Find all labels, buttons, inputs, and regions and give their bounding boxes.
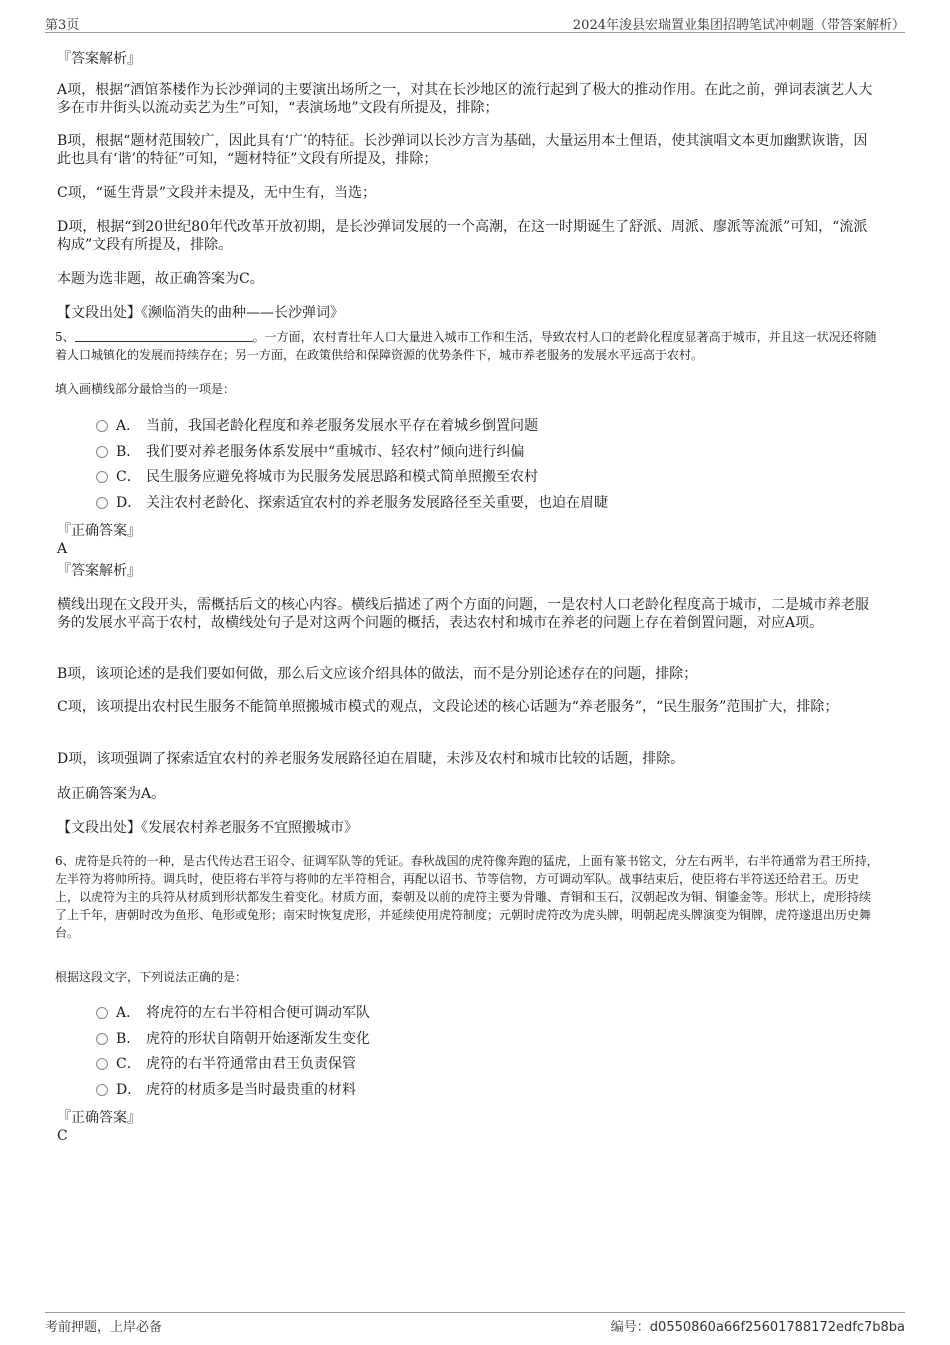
radio-button[interactable] (96, 1007, 108, 1019)
option-letter: C． (116, 469, 141, 485)
q5-correct-answer: A (57, 541, 68, 557)
q5-analysis-c: C项，该项提出农村民生服务不能简单照搬城市模式的观点，文段论述的核心话题为“养老服务”，“民生服务”范围扩大，排除； (57, 699, 839, 715)
radio-button[interactable] (96, 446, 108, 458)
q5-analysis-main: 横线出现在文段开头，需概括后文的核心内容。横线后描述了两个方面的问题，一是农村人口老龄化程度高于城市，二是城市养老服务的发展水平高于农村，故横线处句子是对这两个问题的概括，表达农村和城市在养老的问题上存在着倒置问题，对应A项。 (57, 597, 869, 631)
q4-analysis-title: 『答案解析』 (57, 51, 141, 67)
q4-conclusion: 本题为选非题，故正确答案为C。 (57, 271, 264, 287)
radio-button[interactable] (96, 1033, 108, 1045)
option-text: 当前，我国老龄化程度和养老服务发展水平存在着城乡倒置问题 (146, 418, 538, 434)
q6-correct-title: 『正确答案』 (57, 1110, 141, 1126)
q6-option-b[interactable] (96, 1030, 370, 1048)
fill-blank-line (75, 329, 253, 342)
document-id (611, 1316, 905, 1335)
document-id-value: d0550860a66f25601788172edfc7b8ba (649, 1320, 905, 1335)
q5-stem (55, 328, 880, 364)
q6-option-c[interactable] (96, 1055, 356, 1073)
q5-stem-text: 。一方面，农村青壮年人口大量进入城市工作和生活，导致农村人口的老龄化程度显著高于城市，并且这一状况还将随着人口城镇化的发展而持续存在；另一方面，在政策供给和保障资源的优势条件下，城市养老服务的发展水平远高于农村。 (55, 330, 877, 362)
q4-analysis-b: B项，根据“题材范围较广，因此具有‘广’的特征。长沙弹词以长沙方言为基础，大量运用本土俚语，使其演唱文本更加幽默诙谐，因此也具有‘谐’的特征”可知，“题材特征”文段有所提及，排除； (57, 133, 868, 167)
option-text: 虎符的右半符通常由君王负责保管 (146, 1056, 356, 1072)
option-letter: D． (116, 495, 142, 511)
q6-prompt: 根据这段文字，下列说法正确的是： (55, 970, 248, 984)
q5-analysis-d: D项，该项强调了探索适宜农村的养老服务发展路径迫在眉睫，未涉及农村和城市比较的话题，排除。 (57, 751, 685, 767)
page-number: 第3页 (45, 18, 80, 33)
radio-button[interactable] (96, 420, 108, 432)
q5-conclusion: 故正确答案为A。 (57, 786, 166, 802)
radio-button[interactable] (96, 1084, 108, 1096)
document-title: 2024年浚县宏瑞置业集团招聘笔试冲刺题（带答案解析） (572, 18, 905, 33)
q4-analysis-d: D项，根据“到20世纪80年代改革开放初期，是长沙弹词发展的一个高潮，在这一时期诞生了舒派、周派、廖派等流派”可知，“流派构成”文段有所提及，排除。 (57, 219, 868, 253)
q5-option-c[interactable] (96, 468, 538, 486)
option-letter: A． (116, 1005, 141, 1021)
option-text: 关注农村老龄化、探索适宜农村的养老服务发展路径至关重要，也迫在眉睫 (146, 495, 608, 511)
option-letter: D． (116, 1082, 142, 1098)
q5-analysis-title: 『答案解析』 (57, 563, 141, 579)
option-text: 民生服务应避免将城市为民服务发展思路和模式简单照搬至农村 (146, 469, 538, 485)
q4-source: 【文段出处】《濒临消失的曲种——长沙弹词》 (57, 305, 344, 321)
q5-correct-title: 『正确答案』 (57, 523, 141, 539)
q5-number: 5、 (55, 330, 75, 344)
q5-option-a[interactable] (96, 417, 538, 435)
q6-option-a[interactable] (96, 1004, 370, 1022)
option-letter: A． (116, 418, 141, 434)
option-letter: B． (116, 1031, 141, 1047)
option-letter: B． (116, 444, 141, 460)
page-header (45, 10, 905, 33)
q6-stem: 6、虎符是兵符的一种，是古代传达君王诏令、征调军队等的凭证。春秋战国的虎符像奔跑的猛虎，上面有篆书铭文，分左右两半，右半符通常为君王所持，左半符为将帅所持。调兵时，使臣将右半符与将帅的左半符相合，再配以诏书、节等信物，方可调动军队。战事结束后，使臣将右半符送还给君王。历史上，以虎符为主的兵符从材质到形状都发生着变化。材质方面，秦朝及以前的虎符主要为骨雕、青铜和玉石，汉朝起改为铜、铜鎏金等。形状上，虎形持续了上千年，唐朝时改为鱼形、龟形或兔形；南宋时恢复虎形，并延续使用虎符制度；元朝时虎符改为虎头牌，明朝起虎头牌演变为铜牌，虎符遂退出历史舞台。 (55, 854, 879, 940)
radio-button[interactable] (96, 497, 108, 509)
q6-correct-answer: C (57, 1128, 68, 1144)
q5-prompt: 填入画横线部分最恰当的一项是： (55, 382, 236, 396)
option-text: 虎符的材质多是当时最贵重的材料 (146, 1082, 356, 1098)
page-footer (45, 1312, 905, 1337)
radio-button[interactable] (96, 1058, 108, 1070)
q5-option-b[interactable] (96, 443, 524, 461)
q6-option-d[interactable] (96, 1081, 356, 1099)
q4-analysis-a: A项，根据“酒馆茶楼作为长沙弹词的主要演出场所之一，对其在长沙地区的流行起到了极大的推动作用。在此之前，弹词表演艺人大多在市井街头以流动卖艺为生”可知，“表演场地”文段有所提及，排除； (57, 82, 873, 116)
q5-source: 【文段出处】《发展农村养老服务不宜照搬城市》 (57, 820, 358, 836)
q4-analysis-c: C项，“诞生背景”文段并未提及，无中生有，当选； (57, 185, 377, 201)
q5-option-d[interactable] (96, 494, 608, 512)
radio-button[interactable] (96, 471, 108, 483)
option-text: 我们要对养老服务体系发展中“重城市、轻农村”倾向进行纠偏 (146, 444, 525, 460)
footer-slogan: 考前押题，上岸必备 (45, 1320, 163, 1335)
option-text: 虎符的形状自隋朝开始逐渐发生变化 (146, 1031, 370, 1047)
option-letter: C． (116, 1056, 141, 1072)
q5-analysis-b: B项，该项论述的是我们要如何做，那么后文应该介绍具体的做法，而不是分别论述存在的问题，排除； (57, 666, 698, 682)
document-id-label: 编号： (610, 1320, 650, 1335)
option-text: 将虎符的左右半符相合便可调动军队 (146, 1005, 370, 1021)
